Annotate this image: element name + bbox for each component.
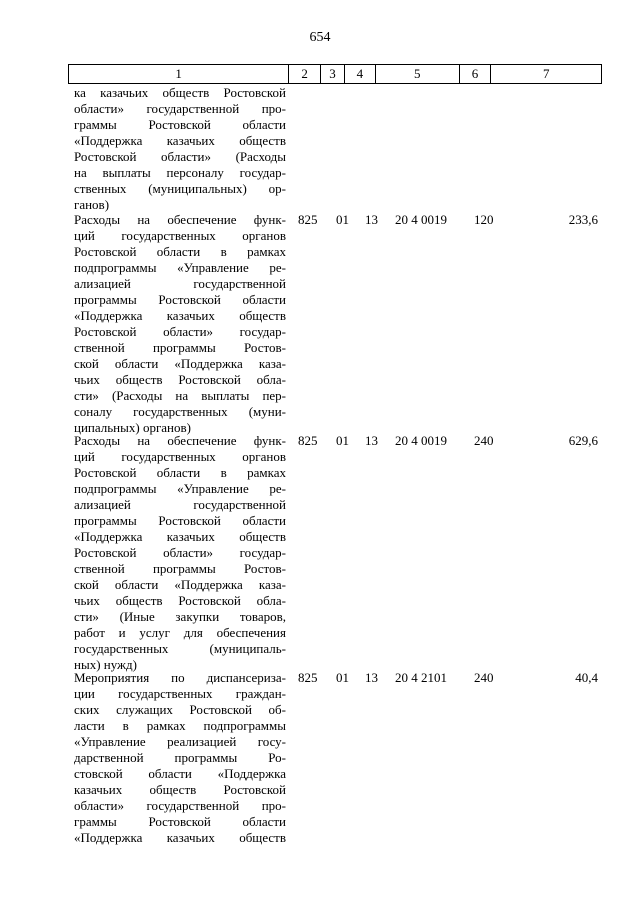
desc-line: «Поддержка казачьих обществ [74, 529, 286, 544]
desc-line: ской области «Поддержка каза- [74, 577, 286, 592]
desc-line: области» государственной про- [74, 101, 286, 116]
row-description [74, 433, 286, 673]
desc-line: ственных (муниципальных) ор- [74, 181, 286, 196]
desc-line: «Поддержка казачьих обществ [74, 133, 286, 148]
row-description [74, 670, 286, 846]
desc-line: соналу государственных (муни- [74, 404, 286, 419]
desc-line: на выплаты персоналу государ- [74, 165, 286, 180]
cell-expense-type: 240 [474, 670, 494, 685]
desc-line: «Поддержка казачьих обществ [74, 308, 286, 323]
header-col-4: 4 [345, 65, 376, 83]
desc-line: ных) нужд) [74, 657, 137, 672]
desc-line: программы Ростовской области [74, 513, 286, 528]
header-col-5: 5 [376, 65, 460, 83]
desc-line: ских служащих Ростовской об- [74, 702, 286, 717]
desc-line: чьих обществ Ростовской обла- [74, 593, 286, 608]
header-col-6: 6 [460, 65, 492, 83]
cell-subsection: 13 [365, 212, 378, 227]
desc-line: Ростовской области в рамках [74, 465, 286, 480]
cell-expense-type: 120 [474, 212, 494, 227]
cell-ministry-code: 825 [298, 670, 318, 685]
desc-line: сти» (Расходы на выплаты пер- [74, 388, 286, 403]
desc-line: чьих обществ Ростовской обла- [74, 372, 286, 387]
desc-line: «Управление реализацией госу- [74, 734, 286, 749]
desc-line: сти» (Иные закупки товаров, [74, 609, 286, 624]
desc-line: Мероприятия по диспансеризa- [74, 670, 286, 685]
desc-line: ка казачьих обществ Ростовской [74, 85, 286, 100]
desc-line: Ростовской области в рамках [74, 244, 286, 259]
desc-line: ций государственных органов [74, 228, 286, 243]
desc-line: программы Ростовской области [74, 292, 286, 307]
cell-ministry-code: 825 [298, 433, 318, 448]
cell-target-article: 20 4 0019 [395, 433, 447, 448]
header-col-1: 1 [69, 65, 289, 83]
desc-line: «Поддержка казачьих обществ [74, 830, 286, 845]
desc-line: Расходы на обеспечение функ- [74, 433, 286, 448]
desc-line: ласти в рамках подпрограммы [74, 718, 286, 733]
cell-section: 01 [336, 670, 349, 685]
cell-target-article: 20 4 0019 [395, 212, 447, 227]
cell-target-article: 20 4 2101 [395, 670, 447, 685]
cell-amount: 629,6 [568, 433, 598, 448]
desc-line: государственных (муниципаль- [74, 641, 286, 656]
desc-line: дарственной программы Ро- [74, 750, 286, 765]
desc-line: казачьих обществ Ростовской [74, 782, 286, 797]
header-col-3: 3 [321, 65, 345, 83]
desc-line: работ и услуг для обеспечения [74, 625, 286, 640]
desc-line: подпрограммы «Управление ре- [74, 260, 286, 275]
desc-line: Расходы на обеспечение функ- [74, 212, 286, 227]
row-description [74, 212, 286, 436]
page-number: 654 [309, 30, 331, 45]
desc-line: ственной программы Ростов- [74, 340, 286, 355]
cell-amount: 40,4 [575, 670, 598, 685]
table-header [68, 64, 602, 84]
desc-line: ципальных) органов) [74, 420, 191, 435]
desc-line: области» государственной про- [74, 798, 286, 813]
cell-ministry-code: 825 [298, 212, 318, 227]
desc-line: ализацией государственной [74, 497, 286, 512]
desc-line: граммы Ростовской области [74, 814, 286, 829]
header-col-2: 2 [289, 65, 321, 83]
row-description [74, 85, 286, 213]
desc-line: ственной программы Ростов- [74, 561, 286, 576]
desc-line: подпрограммы «Управление ре- [74, 481, 286, 496]
desc-line: Ростовской области» (Расходы [74, 149, 286, 164]
cell-subsection: 13 [365, 670, 378, 685]
cell-amount: 233,6 [568, 212, 598, 227]
desc-line: ской области «Поддержка каза- [74, 356, 286, 371]
header-col-7: 7 [542, 66, 550, 81]
desc-line: граммы Ростовской области [74, 117, 286, 132]
cell-section: 01 [336, 433, 349, 448]
desc-line: ализацией государственной [74, 276, 286, 291]
desc-line: ганов) [74, 197, 110, 212]
cell-expense-type: 240 [474, 433, 494, 448]
cell-section: 01 [336, 212, 349, 227]
desc-line: ции государственных граждан- [74, 686, 286, 701]
desc-line: Ростовской области» государ- [74, 324, 286, 339]
desc-line: ций государственных органов [74, 449, 286, 464]
desc-line: Ростовской области» государ- [74, 545, 286, 560]
cell-subsection: 13 [365, 433, 378, 448]
desc-line: стовской области «Поддержка [74, 766, 286, 781]
